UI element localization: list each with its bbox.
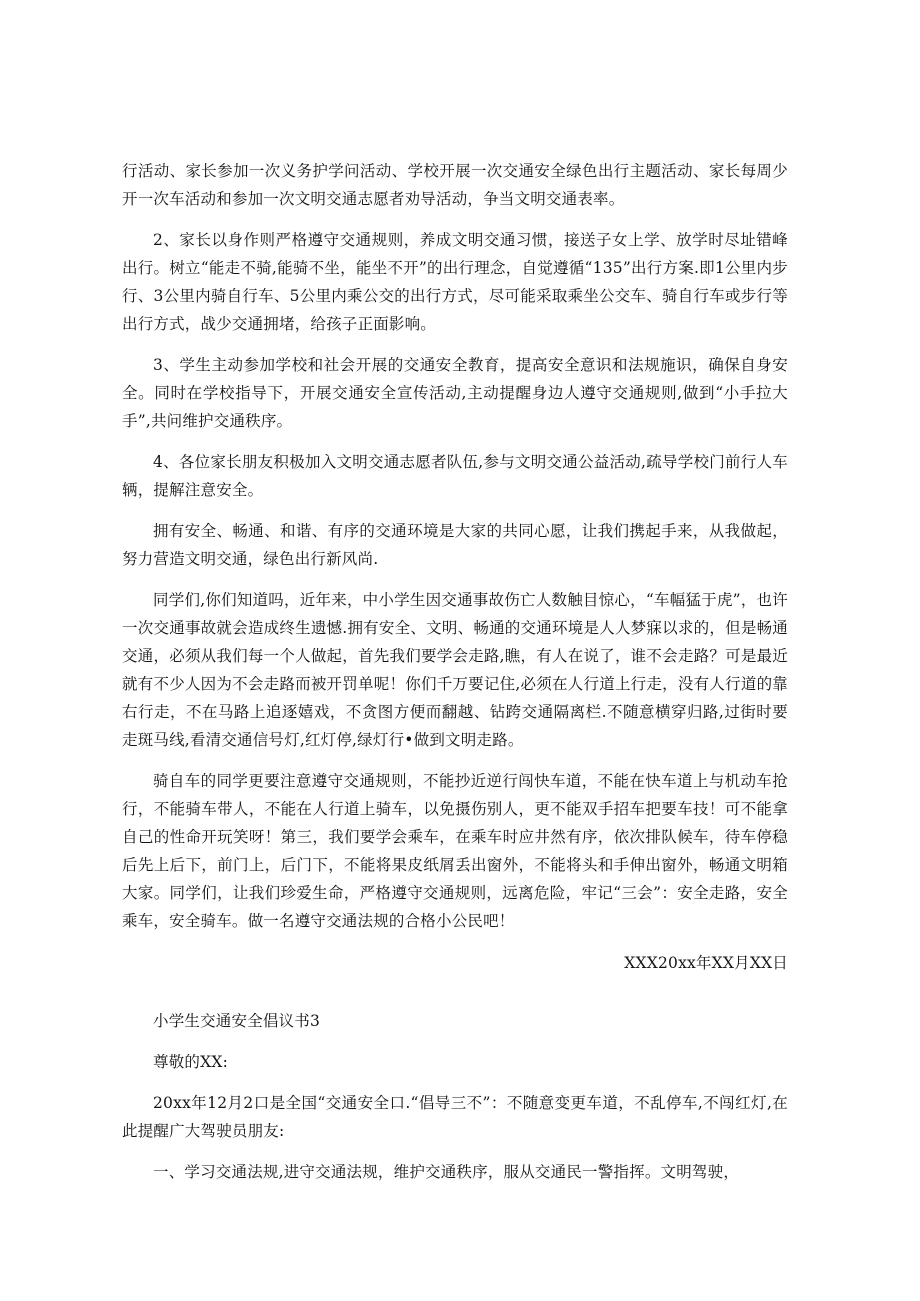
paragraph-continued: 行活动、家长参加一次义务护学问活动、学校开展一次交通安全绿色出行主题活动、家长每周少开一次车活动和参加一次文明交通志愿者劝导活动，争当文明交通表率。 bbox=[122, 162, 788, 208]
paragraph-students-cycling: 骑自车的同学更要注意遵守交通规则，不能抄近逆行闯快车道，不能在快车道上与机动车抢行，不能骑车带人，不能在人行道上骑车，以免摄伤别人，更不能双手招车把要车技！可不能拿自己的性命开玩笑呀！第三，我们要学会乘车，在乘车时应井然有序，依次排队候车，待车停稳后先上后下，前门上，后门下，不能将果皮纸屑丢出窗外，不能将头和手伸出窗外，畅通文明箱大家。同学们，让我们珍爱生命，严格遵守交通规则，远离危险，牢记“三会”：安全走路，安全乘车，安全骑车。做一名遵守交通法规的合格小公民吧！ bbox=[122, 772, 788, 930]
paragraph-students-walking: 同学们,你们知道吗，近年来，中小学生因交通事故伤亡人数触目惊心，“车幅猛于虎”，也许一次交通事故就会造成终生遗憾.拥有安全、文明、畅通的交通环境是人人梦寐以求的，但是畅通交通，必须从我们每一个人做起，首先我们要学会走路,瞧，有人在说了，谁不会走路？可是最近就有不少人因为不会走路而被开罚单呢！你们千万要记住,必须在人行道上行走，没有人行道的靠右行走，不在马路上追逐嬉戏，不贪图方便而翻越、钻跨交通隔离栏.不随意横穿归路,过街时要走斑马线,看清交通信号灯,红灯停,绿灯行•做到文明走路。 bbox=[122, 591, 788, 749]
paragraph-item-one: 一、学习交通法规,进守交通法规，维护交通秩序，服从交通民一警指挥。文明驾驶， bbox=[153, 1163, 740, 1181]
document-body bbox=[122, 157, 788, 1186]
paragraph-safety-day: 20xx年12月2口是全国“交通安全口.“倡导三不”：不随意变更车道，不乱停车,不闯红灯,在此提醒广大驾驶员朋友: bbox=[122, 1094, 788, 1140]
paragraph-3: 3、学生主动参加学校和社会开展的交通安全教育，提高安全意识和法规施识，确保自身安全。同时在学校指导下，开展交通安全宣传活动,主动提醒身边人遵守交通规则,做到“小手拉大手”,共问维护交通秩序。 bbox=[122, 356, 788, 430]
paragraph-4: 4、各位家长朋友积极加入文明交通志愿者队伍,参与文明交通公益活动,疏导学校门前行人车辆，提解注意安全。 bbox=[122, 453, 788, 499]
signature-date: XXX20xx年XX月XX日 bbox=[624, 954, 788, 972]
paragraph-closing-call: 拥有安全、畅通、和谐、有序的交通环境是大家的共同心愿，让我们携起手来，从我做起，努力营造文明交通，绿色出行新风尚. bbox=[122, 522, 788, 568]
next-document-title: 小学生交通安全倡议书3 bbox=[153, 1012, 321, 1030]
paragraph-2: 2、家长以身作则严格遵守交通规则，养成文明交通习惯，接送子女上学、放学时尽址错峰出行。树立“能走不骑,能骑不坐，能坐不开”的出行理念，自觉遵循“135”出行方案.即1公里内步行、3公里内骑自行车、5公里内乘公交的出行方式，尽可能采取乘坐公交车、骑自行车或步行等出行方式，战少交通拥堵，给孩子正面影响。 bbox=[122, 231, 788, 333]
salutation: 尊敬的XX: bbox=[153, 1053, 228, 1071]
